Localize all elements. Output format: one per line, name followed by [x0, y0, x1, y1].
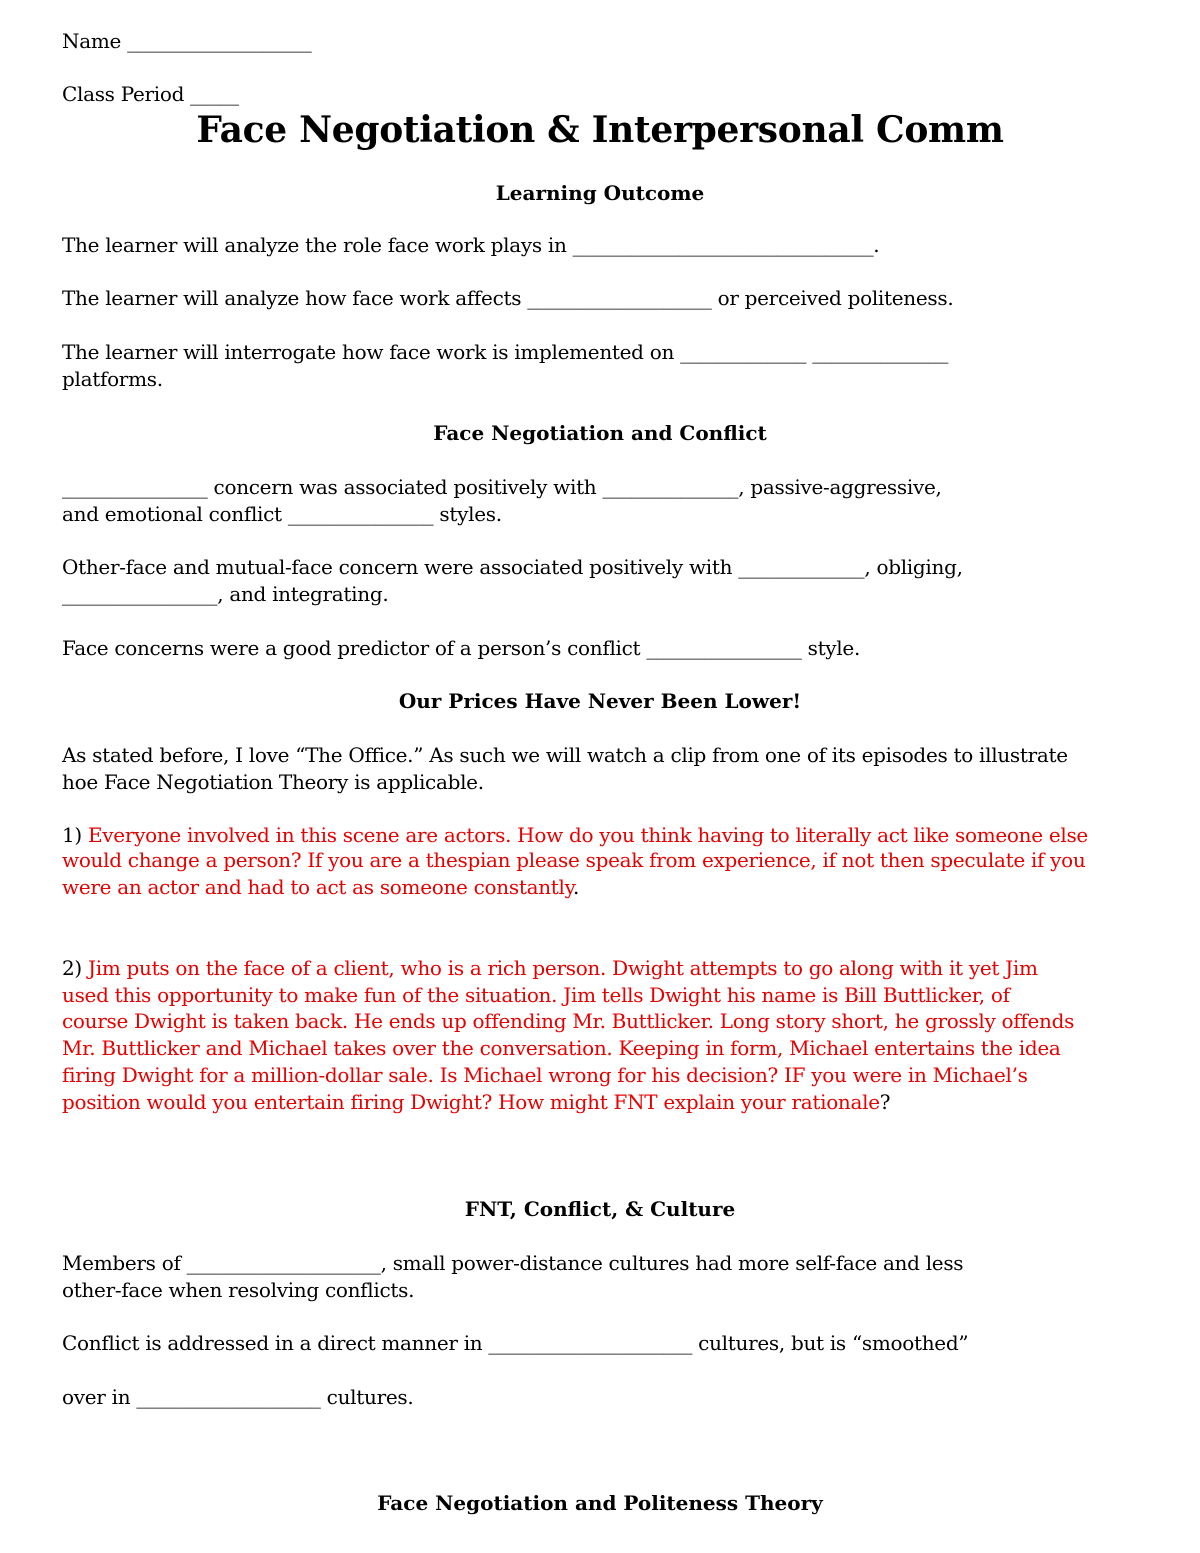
prices-intro-a: As stated before, I love “The Office.” As such we will watch a clip from one of its episodes to illustrate — [62, 743, 1068, 767]
fnt-culture-p1b: other-face when resolving conflicts. — [62, 1278, 415, 1302]
fnt-culture-heading: FNT, Conflict, & Culture — [464, 1197, 736, 1221]
question-2-text-f: position would you entertain firing Dwight? How might FNT explain your rationale — [62, 1090, 880, 1114]
fnt-culture-p2: Conflict is addressed in a direct manner in _____________________ cultures, but is “smoothed” — [62, 1331, 969, 1355]
question-1-line-a — [62, 822, 1088, 849]
outcome-line-3b: platforms. — [62, 367, 163, 391]
question-2-text-a: Jim puts on the face of a client, who is a rich person. Dwight attempts to go along with it yet Jim — [88, 956, 1038, 980]
fnt-culture-p1a: Members of ____________________, small power-distance cultures had more self-face and less — [62, 1251, 964, 1275]
class-period-blank: _____ — [190, 82, 239, 106]
fn-conflict-p1b: and emotional conflict _______________ styles. — [62, 502, 502, 526]
outcome-line-2: The learner will analyze how face work affects ___________________ or perceived politeness. — [62, 286, 954, 310]
question-1-text-a: Everyone involved in this scene are actors. How do you think having to literally act like someone else — [88, 823, 1088, 847]
fn-conflict-p2a: Other-face and mutual-face concern were associated positively with _____________, obliging, — [62, 555, 963, 579]
question-1-text-c: were an actor and had to act as someone constantly — [62, 875, 573, 899]
name-line — [62, 28, 311, 55]
question-1-line-c — [62, 874, 579, 901]
question-2-text-e: firing Dwight for a million-dollar sale. Is Michael wrong for his decision? IF you were in Michael’s — [62, 1063, 1028, 1087]
class-period-label: Class Period — [62, 82, 185, 106]
question-2-text-b: used this opportunity to make fun of the situation. Jim tells Dwight his name is Bill Buttlicker, of — [62, 983, 1010, 1007]
name-label: Name — [62, 29, 122, 53]
question-2-line-f — [62, 1089, 890, 1116]
question-1-text-b: would change a person? If you are a thespian please speak from experience, if not then speculate if you — [62, 848, 1086, 872]
question-2-text-c: course Dwight is taken back. He ends up offending Mr. Buttlicker. Long story short, he grossly offends — [62, 1009, 1075, 1033]
page-title: Face Negotiation & Interpersonal Comm — [196, 109, 1004, 151]
prices-heading: Our Prices Have Never Been Lower! — [398, 689, 802, 713]
outcome-line-1: The learner will analyze the role face work plays in _______________________________. — [62, 233, 880, 257]
class-period-line — [62, 81, 239, 108]
question-2-end: ? — [879, 1090, 891, 1114]
question-1-number: 1) — [62, 823, 88, 847]
learning-outcome-heading: Learning Outcome — [495, 181, 705, 205]
question-1-end: . — [572, 875, 580, 899]
politeness-heading: Face Negotiation and Politeness Theory — [377, 1491, 823, 1515]
name-blank: ___________________ — [127, 29, 312, 53]
question-2-number: 2) — [62, 956, 88, 980]
outcome-line-3a: The learner will interrogate how face work is implemented on _____________ ______________ — [62, 340, 949, 364]
fn-conflict-p3: Face concerns were a good predictor of a person’s conflict ________________ style. — [62, 636, 860, 660]
fn-conflict-heading: Face Negotiation and Conflict — [433, 421, 767, 445]
fnt-culture-p3: over in ___________________ cultures. — [62, 1385, 414, 1409]
question-2-line-a — [62, 955, 1038, 982]
question-2-text-d: Mr. Buttlicker and Michael takes over the conversation. Keeping in form, Michael entertains the idea — [62, 1036, 1061, 1060]
fn-conflict-p1a: _______________ concern was associated positively with ______________, passive-aggressive, — [62, 475, 942, 499]
fn-conflict-p2b: ________________, and integrating. — [62, 582, 389, 606]
prices-intro-b: hoe Face Negotiation Theory is applicable. — [62, 770, 484, 794]
